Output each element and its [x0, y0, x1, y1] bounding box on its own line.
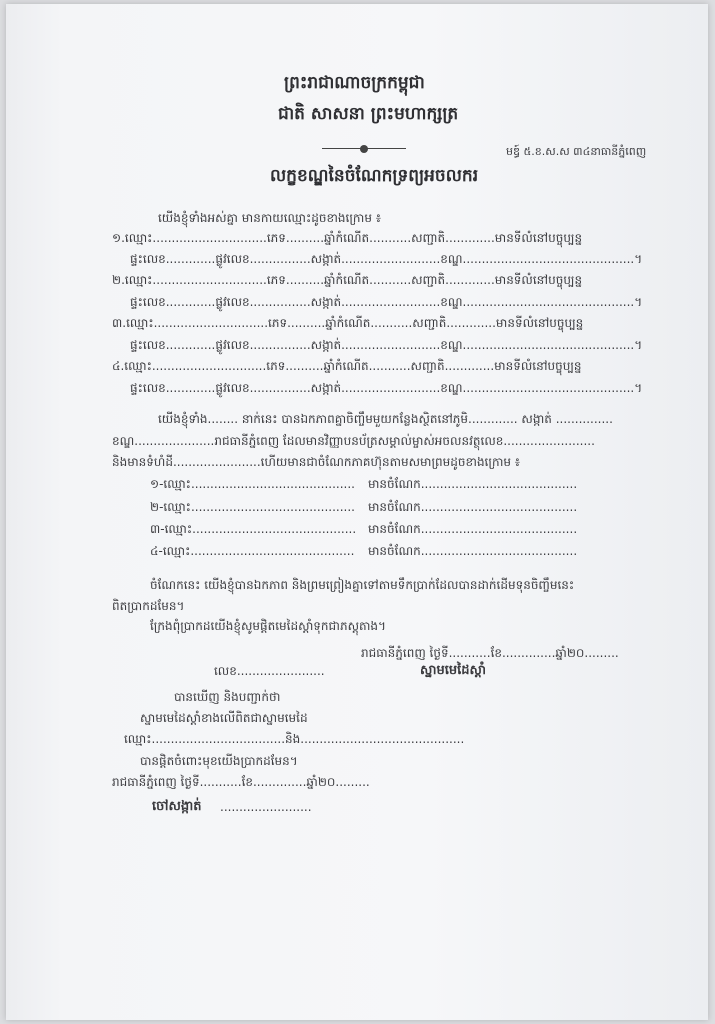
document-title: លក្ខខណ្ឌនៃចំណែកទ្រព្យអចលករ: [270, 166, 479, 186]
clause-line-2: ពិតប្រាកដមែន។: [112, 599, 185, 613]
certify-date: រាជធានីភ្នំពេញ ថ្ងៃទី...........ខែ..............ឆ្នាំ២០.........: [112, 775, 370, 789]
document-page: [6, 4, 708, 1020]
share-name-1: ១-ឈ្មោះ...........................................: [150, 477, 355, 491]
clause-line-1: ចំណែកនេះ យើងខ្ញុំបានឯកភាព និងព្រមព្រៀងគ្នាទៅតាមទឹកប្រាក់ដែលបានដាក់ដើមទុនចិញ្ចឹមនេះ: [150, 578, 575, 592]
agreement-line-3: និងមានទំហំដី.......................ហើយមានជាចំណែកភាគហ៊ុនតាមសមាព្រមដូចខាងក្រោម ៖: [112, 455, 521, 469]
person-3-line-2: ផ្ទះលេខ.............ផ្លូវលេខ................សង្កាត់..........................ខណ្ឌ.............................................។: [130, 338, 643, 352]
kingdom-heading: ព្រះរាជាណាចក្រកម្ពុជា: [284, 73, 425, 93]
certify-names: ឈ្មោះ...................................និង...........................................: [124, 732, 465, 746]
right-thumbprint-label: ស្នាមមេដៃស្តាំ: [420, 663, 487, 678]
person-1-line-1: ១.ឈ្មោះ..............................ភេទ..........ឆ្នាំកំណើត...........សញ្ជាតិ.............មានទីលំនៅបច្ចុប្បន្ន: [112, 231, 583, 245]
share-amount-1: មានចំណែក.........................................: [368, 477, 578, 491]
number-line: លេខ.......................: [214, 664, 325, 678]
person-2-line-2: ផ្ទះលេខ.............ផ្លូវលេខ................សង្កាត់..........................ខណ្ឌ.............................................។: [130, 295, 643, 309]
share-name-2: ២-ឈ្មោះ...........................................: [150, 500, 355, 514]
agreement-line-2: ខណ្ឌ.....................រាជធានីភ្នំពេញ ដែលមានវិញ្ញាបនប័ត្រសម្គាល់ម្ចាស់អចលនវត្ថុលេខ........................: [112, 434, 595, 448]
person-1-line-2: ផ្ទះលេខ.............ផ្លូវលេខ................សង្កាត់..........................ខណ្ឌ.............................................។: [130, 252, 643, 266]
person-2-line-1: ២.ឈ្មោះ..............................ភេទ..........ឆ្នាំកំណើត...........សញ្ជាតិ.............មានទីលំនៅបច្ចុប្បន្ន: [112, 273, 583, 287]
ornament-divider: [322, 145, 406, 153]
share-name-4: ៤-ឈ្មោះ...........................................: [150, 544, 355, 558]
person-3-line-1: ៣.ឈ្មោះ..............................ភេទ..........ឆ្នាំកំណើត...........សញ្ជាតិ.............មានទីលំនៅបច្ចុប្បន្ន: [112, 316, 584, 330]
date-line: រាជធានីភ្នំពេញ ថ្ងៃទី...........ខែ..............ឆ្នាំ២០.........: [361, 646, 619, 660]
share-amount-4: មានចំណែក.........................................: [368, 544, 578, 558]
certify-seen: បានឃើញ និងបញ្ជាក់ថា: [174, 690, 281, 704]
person-4-line-2: ផ្ទះលេខ.............ផ្លូវលេខ................សង្កាត់..........................ខណ្ឌ.............................................។: [130, 381, 643, 395]
share-name-3: ៣-ឈ្មោះ...........................................: [150, 522, 357, 536]
form-code: មឌ្ធ៍ ៥.ខ.ស.ស ៣៤នាធានីភ្នំពេញ: [506, 145, 647, 158]
person-4-line-1: ៤.ឈ្មោះ..............................ភេទ..........ឆ្នាំកំណើត...........សញ្ជាតិ.............មានទីលំនៅបច្ចុប្បន្ន: [112, 359, 582, 373]
certify-thumb-line: ស្នាមមេដៃស្តាំខាងលើពិតជាស្នាមមេដៃ: [140, 711, 308, 725]
share-amount-2: មានចំណែក.........................................: [368, 500, 578, 514]
motto-heading: ជាតិ សាសនា ព្រះមហាក្សត្រ: [278, 104, 459, 124]
commune-chief-dots: ........................: [220, 800, 312, 814]
share-amount-3: មានចំណែក.........................................: [368, 522, 578, 536]
agreement-line-1: យើងខ្ញុំទាំង........ នាក់នេះ បានឯកភាពគ្នាចិញ្ចឹមមួយកន្លែងស្ថិតនៅភូមិ............. សង្កាត់ ...............: [158, 412, 613, 426]
intro-text: យើងខ្ញុំទាំងអស់គ្នា មានកាយឈ្មោះដូចខាងក្រោម ៖: [158, 211, 382, 225]
certify-signed: បានផ្តិតចំពោះមុខយើងប្រាកដមែន។: [140, 754, 298, 768]
commune-chief-label: ចៅសង្កាត់: [152, 799, 202, 814]
clause-line-3: ក្រែងពុំប្រាកដយើងខ្ញុំសូមផ្តិតមេដៃស្តាំទុកជាភស្តុតាង។: [150, 619, 386, 633]
